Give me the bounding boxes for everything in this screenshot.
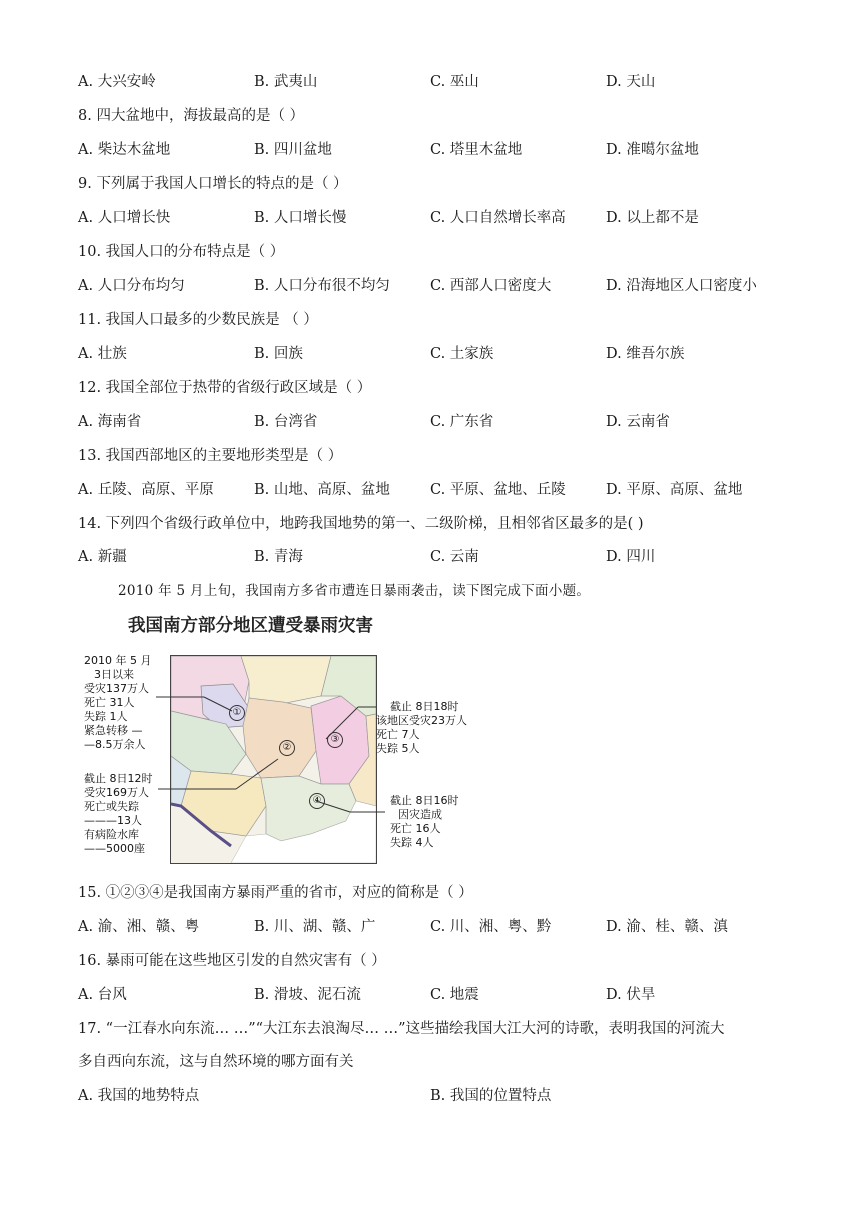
annotation-line: 2010 年 5 月 xyxy=(84,654,152,667)
q13-option-b: B. 山地、高原、盆地 xyxy=(254,482,390,498)
q10-option-b: B. 人口分布很不均匀 xyxy=(254,278,390,294)
q11-option-b: B. 回族 xyxy=(254,346,303,362)
q9-option-b: B. 人口增长慢 xyxy=(254,210,347,226)
annotation-line: 截止 8日18时 xyxy=(390,700,459,713)
annotation-line: 受灾137万人 xyxy=(84,682,149,695)
annotation-line: 因灾造成 xyxy=(398,808,442,821)
annotation-line: 3日以来 xyxy=(94,668,134,681)
q15-option-a: A. 渝、湘、赣、粤 xyxy=(78,919,200,935)
q8-option-a: A. 柴达木盆地 xyxy=(78,142,171,158)
q10-stem: 10. 我国人口的分布特点是（ ） xyxy=(78,244,285,260)
q12-option-c: C. 广东省 xyxy=(430,414,494,430)
q16-stem: 16. 暴雨可能在这些地区引发的自然灾害有（ ） xyxy=(78,953,386,969)
annotation-right-top xyxy=(376,700,467,756)
q10-option-a: A. 人口分布均匀 xyxy=(78,278,185,294)
q14-option-c: C. 云南 xyxy=(430,549,479,565)
q14-option-a: A. 新疆 xyxy=(78,549,127,565)
annotation-line: 失踪 4人 xyxy=(390,836,434,849)
q11-option-d: D. 维吾尔族 xyxy=(606,346,685,362)
q14-option-d: D. 四川 xyxy=(606,549,656,565)
annotation-line: 紧急转移 — xyxy=(84,724,143,737)
annotation-line: 该地区受灾23万人 xyxy=(376,714,467,727)
marker-3: ③ xyxy=(327,732,343,748)
q12-stem: 12. 我国全部位于热带的省级行政区域是（ ） xyxy=(78,380,372,396)
annotation-line: ———13人 xyxy=(84,814,142,827)
figure-title: 我国南方部分地区遭受暴雨灾害 xyxy=(128,616,373,636)
q13-stem: 13. 我国西部地区的主要地形类型是（ ） xyxy=(78,448,343,464)
q11-options xyxy=(78,344,798,364)
annotation-line: 截止 8日16时 xyxy=(390,794,459,807)
q12-option-d: D. 云南省 xyxy=(606,414,670,430)
q17-options xyxy=(78,1086,798,1106)
q12-options xyxy=(78,412,798,432)
q9-stem: 9. 下列属于我国人口增长的特点的是（ ） xyxy=(78,176,348,192)
annotation-line: 失踪 5人 xyxy=(376,742,420,755)
q16-option-a: A. 台风 xyxy=(78,987,127,1003)
q7-option-c: C. 巫山 xyxy=(430,74,479,90)
q8-option-b: B. 四川盆地 xyxy=(254,142,332,158)
q9-option-d: D. 以上都不是 xyxy=(606,210,699,226)
annotation-line: 死亡 31人 xyxy=(84,696,135,709)
q14-option-b: B. 青海 xyxy=(254,549,303,565)
q8-options xyxy=(78,140,798,160)
q17-option-a: A. 我国的地势特点 xyxy=(78,1088,200,1104)
annotation-left-bottom xyxy=(84,772,153,856)
q11-option-a: A. 壮族 xyxy=(78,346,127,362)
q8-stem: 8. 四大盆地中，海拔最高的是（ ） xyxy=(78,108,305,124)
q12-option-a: A. 海南省 xyxy=(78,414,142,430)
rainstorm-disaster-map-figure xyxy=(80,612,480,870)
q11-stem: 11. 我国人口最多的少数民族是 （ ） xyxy=(78,312,318,328)
marker-1: ① xyxy=(229,705,245,721)
annotation-line: 死亡或失踪 xyxy=(84,800,139,813)
annotation-line: 有病险水库 xyxy=(84,828,139,841)
q17-option-b: B. 我国的位置特点 xyxy=(430,1088,552,1104)
q15-option-d: D. 渝、桂、赣、滇 xyxy=(606,919,728,935)
q7-options xyxy=(78,72,798,92)
q8-option-c: C. 塔里木盆地 xyxy=(430,142,523,158)
annotation-left-top xyxy=(84,654,151,752)
q17-stem-line1: 17. “一江春水向东流… …”“大江东去浪淘尽… …”这些描绘我国大江大河的诗歌，表明我国的河流大 xyxy=(78,1021,725,1037)
marker-2: ② xyxy=(279,740,295,756)
q7-option-a: A. 大兴安岭 xyxy=(78,74,156,90)
annotation-line: —8.5万余人 xyxy=(84,738,146,751)
q7-option-d: D. 天山 xyxy=(606,74,656,90)
q15-option-c: C. 川、湘、粤、黔 xyxy=(430,919,552,935)
q10-options xyxy=(78,276,798,296)
q9-option-a: A. 人口增长快 xyxy=(78,210,171,226)
annotation-line: 失踪 1人 xyxy=(84,710,128,723)
q16-options xyxy=(78,985,798,1005)
annotation-line: 死亡 16人 xyxy=(390,822,441,835)
q15-stem: 15. ①②③④是我国南方暴雨严重的省市，对应的简称是（ ） xyxy=(78,885,473,901)
q15-option-b: B. 川、湖、赣、广 xyxy=(254,919,376,935)
q14-stem: 14. 下列四个省级行政单位中，地跨我国地势的第一、二级阶梯，且相邻省区最多的是( ) xyxy=(78,516,644,532)
marker-4: ④ xyxy=(309,793,325,809)
annotation-line: 受灾169万人 xyxy=(84,786,149,799)
annotation-line: 死亡 7人 xyxy=(376,728,420,741)
annotation-right-bottom xyxy=(390,794,459,850)
q10-option-c: C. 西部人口密度大 xyxy=(430,278,552,294)
q8-option-d: D. 准噶尔盆地 xyxy=(606,142,699,158)
q13-option-c: C. 平原、盆地、丘陵 xyxy=(430,482,566,498)
q12-option-b: B. 台湾省 xyxy=(254,414,318,430)
q11-option-c: C. 土家族 xyxy=(430,346,494,362)
annotation-line: ——5000座 xyxy=(84,842,145,855)
q16-option-d: D. 伏旱 xyxy=(606,987,656,1003)
q17-stem-line2: 多自西向东流，这与自然环境的哪方面有关 xyxy=(78,1054,354,1070)
annotation-line: 截止 8日12时 xyxy=(84,772,153,785)
q13-option-d: D. 平原、高原、盆地 xyxy=(606,482,743,498)
q10-option-d: D. 沿海地区人口密度小 xyxy=(606,278,757,294)
q9-option-c: C. 人口自然增长率高 xyxy=(430,210,566,226)
q13-option-a: A. 丘陵、高原、平原 xyxy=(78,482,214,498)
q13-options xyxy=(78,480,798,500)
material-intro: 2010 年 5 月上旬，我国南方多省市遭连日暴雨袭击，读下图完成下面小题。 xyxy=(118,583,591,599)
q16-option-c: C. 地震 xyxy=(430,987,479,1003)
q9-options xyxy=(78,208,798,228)
q15-options xyxy=(78,917,798,937)
q7-option-b: B. 武夷山 xyxy=(254,74,318,90)
q16-option-b: B. 滑坡、泥石流 xyxy=(254,987,361,1003)
q14-options xyxy=(78,547,798,567)
